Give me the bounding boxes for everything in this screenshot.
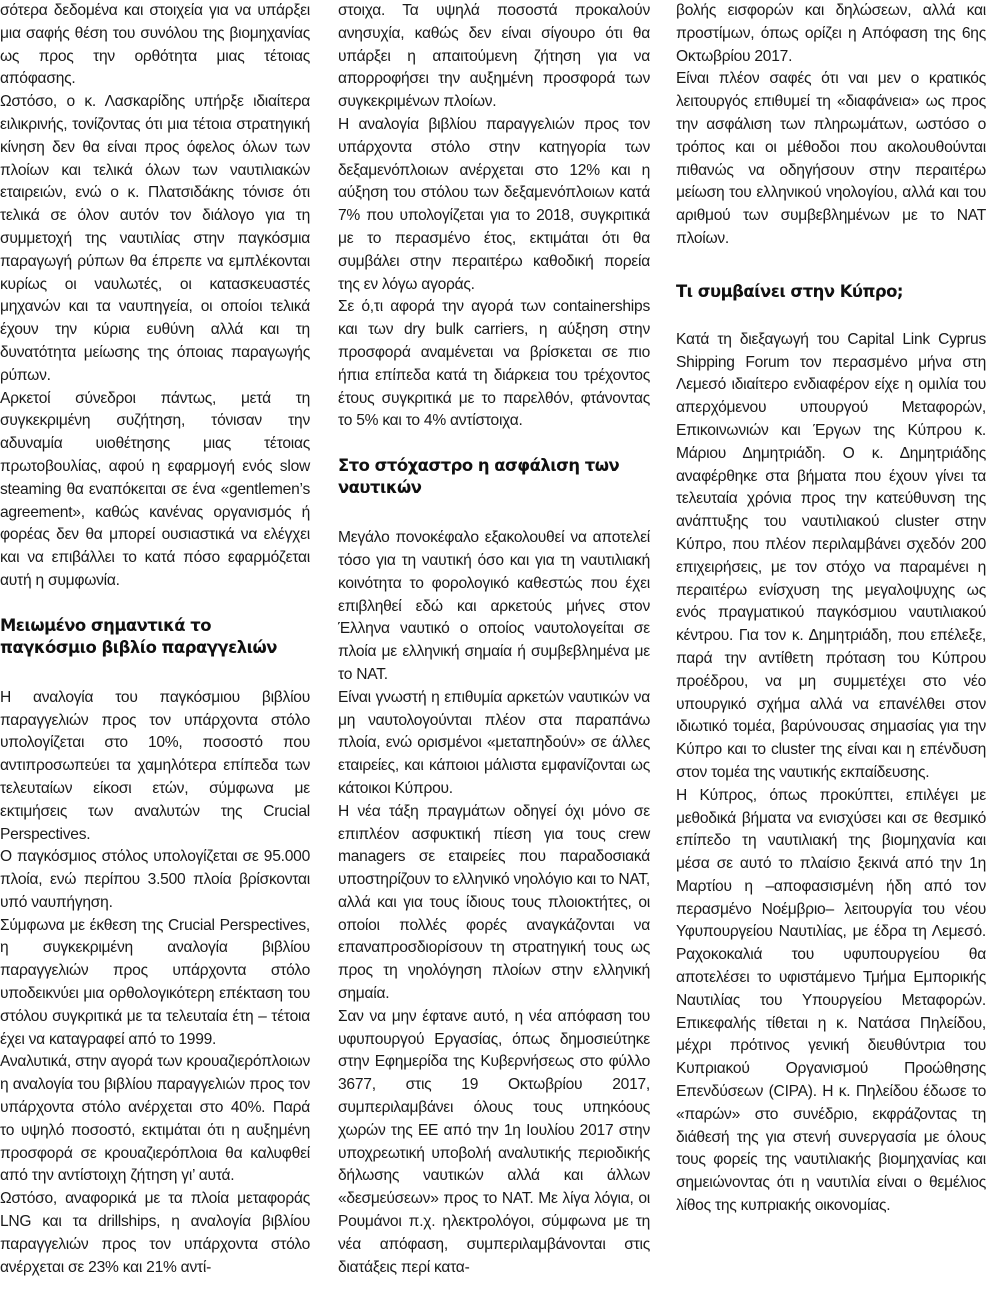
section-heading-seafarers-insurance: Στο στόχαστρο η ασφάλιση των ναυτικών (338, 456, 620, 498)
paragraph: σότερα δεδομένα και στοιχεία για να υπάρξει μια σαφής θέση του συνόλου της βιομηχανίας ως προς την ορθότητα μιας τέτοιας απόφασης. (0, 2, 310, 88)
paragraph: Αρκετοί σύνεδροι πάντως, μετά τη συγκεκριμένη συζήτηση, τόνισαν την αδυναμία υιοθέτησης μιας τέτοιας πρωτοβουλίας, αφού η εφαρμογή ενός slow steaming θα εναπόκειται σε ένα «gentlemen’s agreement», καθώς κανένας οργανισμός ή φορέας δεν θα μπορεί ουσιαστικά να ελέγχει και να επιβάλλει το κατά πόσο εφαρμόζεται αυτή η συμφωνία. (0, 389, 310, 589)
article-column-1 (0, 0, 310, 1279)
paragraph: Η αναλογία του παγκόσμιου βιβλίου παραγγελιών προς τον υπάρχοντα στόλο υπολογίζεται στο 10%, ποσοστό που αντιπροσωπεύει τα χαμηλότερα επίπεδα των τελευταίων είκοσι ετών, σύμφωνα με εκτιμήσεις των αναλυτών της Crucial Perspectives. (0, 688, 310, 843)
paragraph: Σαν να μην έφτανε αυτό, η νέα απόφαση του υφυπουργού Εργασίας, όπως δημοσιεύτηκε στην Εφημερίδα της Κυβερνήσεως στο φύλλο 3677, στις 19 Οκτωβρίου 2017, συμπεριλαμβάνει όλους τους υπηκόους χωρών της ΕΕ από την 1η Ιουλίου 2017 στην υποχρεωτική υποβολή αναλυτικής περιοδικής δήλωσης ναυτικών αλλά και άλλων «δεσμεύσεων» προς το ΝΑΤ. Με λίγα λόγια, οι Ρουμάνοι π.χ. ηλεκτρολόγοι, σύμφωνα με τη νέα απόφαση, συμπεριλαμβάνονται στις διατάξεις περί κατα- (338, 1007, 650, 1276)
article-column-3 (676, 0, 986, 1218)
paragraph: Ο παγκόσμιος στόλος υπολογίζεται σε 95.000 πλοία, ενώ περίπου 3.500 πλοία βρίσκονται υπό ναυπήγηση. (0, 848, 310, 911)
paragraph: βολής εισφορών και δηλώσεων, αλλά και προστίμων, όπως ορίζει η Απόφαση της 6ης Οκτωβρίου 2017. (676, 2, 986, 65)
paragraph: Είναι πλέον σαφές ότι ναι μεν ο κρατικός λειτουργός επιθυμεί τη «διαφάνεια» ως προς την ασφάλιση των πληρωμάτων, ωστόσο ο τρόπος και οι μέθοδοι που ακολουθούνται πιθανώς να οδηγήσουν στην περαιτέρω μείωση του ελληνικού νηολογίου, αλλά και του αριθμού των συμβεβλημένων με το ΝΑΤ πλοίων. (676, 70, 986, 247)
paragraph: Είναι γνωστή η επιθυμία αρκετών ναυτικών να μη ναυτολογούνται πλέον στα παραπάνω πλοία, ενώ ορισμένοι «μεταπηδούν» σε άλλες εταιρείες, και κάποιοι μάλιστα εμφανίζονται ως κάτοικοι Κύπρου. (338, 688, 650, 797)
paragraph: Η νέα τάξη πραγμάτων οδηγεί όχι μόνο σε επιπλέον ασφυκτική πίεση για τους crew managers σε εταιρείες που παραδοσιακά υποστηρίζουν το ελληνικό νηολόγιο και το ΝΑΤ, αλλά και για τους ίδιους τους πλοιοκτήτες, οι οποίοι πολλές φορές αναγκάζονται να επαναπροσδιορίσουν τη στρατηγική τους ως προς τη νηολόγηση πλοίων στην ελληνική σημαία. (338, 802, 650, 1003)
paragraph: Σε ό,τι αφορά την αγορά των containerships και των dry bulk carriers, η αύξηση στην προσφορά αναμένεται να βρίσκεται σε πιο ήπια επίπεδα κατά τη διάρκεια του τρέχοντος έτους συγκριτικά με το παρελθόν, φτάνοντας το 5% και το 4% αντίστοιχα. (338, 298, 650, 430)
paragraph: στοιχα. Τα υψηλά ποσοστά προκαλούν ανησυχία, καθώς δεν είναι σίγουρο ότι θα υπάρξει η απαιτούμενη ζήτηση για να απορροφήσει την αυξημένη προσφορά των συγκεκριμένων πλοίων. (338, 2, 650, 111)
paragraph: Η αναλογία βιβλίου παραγγελιών προς τον υπάρχοντα στόλο στην κατηγορία των δεξαμενόπλοιων ανέρχεται στο 12% και η αύξηση του στόλου των δεξαμενόπλοιων κατά 7% που υπολογίζεται για το 2018, συγκριτικά με το περασμένο έτος, εκτιμάται ότι θα συμβάλει στην περαιτέρω καθοδική πορεία της εν λόγω αγοράς. (338, 115, 650, 293)
article-column-2 (338, 0, 650, 1279)
paragraph: Κατά τη διεξαγωγή του Capital Link Cyprus Shipping Forum τον περασμένο μήνα στη Λεμεσό ιδιαίτερο ενδιαφέρον είχε η ομιλία του απερχόμενου υπουργού Μεταφορών, Επικοινωνιών και Έργων της Κύπρου κ. Μάριου Δημητριάδη. Ο κ. Δημητριάδης αναφέρθηκε στα βήματα που έχουν γίνει τα τελευταία χρόνια προς την κατεύθυνση της ανάπτυξης του ναυτιλιακού cluster στην Κύπρο, που πλέον περιλαμβάνει σχεδόν 200 επιχειρήσεις, με τον στόχο να παραμένει η περαιτέρω ενίσχυση της μεγαλοψυχης ως ενός πραγματικού παγκόσμιου ναυτιλιακού κέντρου. Για τον κ. Δημητριάδη, που επέλεξε, παρά την αντίθετη πρόταση του Κύπρου προέδρου, να μη συμμετέχει στο νέο υπουργικό σχήμα αλλά να επανέλθει στον ιδιωτικό τομέα, βαρύνουσας σημασίας για την Κύπρο και το cluster της είναι και η επένδυση στον τομέα της ναυτικής εκπαίδευσης. (676, 330, 986, 781)
paragraph: Σύμφωνα με έκθεση της Crucial Perspectives, η συγκεκριμένη αναλογία βιβλίου παραγγελιών προς υπάρχοντα στόλο υποδεικνύει μια ορθολογικότερη επέκταση του στόλου συγκριτικά με τα τελευταία έτη – τέτοια έχει να καταγραφεί από το 1999. (0, 916, 310, 1048)
paragraph: Ωστόσο, αναφορικά με τα πλοία μεταφοράς LNG και τα drillships, η αναλογία βιβλίου παραγγελιών προς τον υπάρχοντα στόλο ανέρχεται σε 23% και 21% αντί- (0, 1190, 310, 1276)
paragraph: Η Κύπρος, όπως προκύπτει, επιλέγει με μεθοδικά βήματα να ενισχύσει και σε θεσμικό επίπεδο τη ναυτιλιακή της βιομηχανία και μέσα σε αυτό το πλαίσιο ξεκινά από την 1η Μαρτίου η –αποφασισμένη ήδη από τον περασμένο Νοέμβριο– λειτουργία του νέου Υφυπουργείου Ναυτιλίας, με έδρα τη Λεμεσό. Ραχοκοκαλιά του υφυπουργείου θα αποτελέσει το υφιστάμενο Τμήμα Εμπορικής Ναυτιλίας του Υπουργείου Μεταφορών. Επικεφαλής τίθεται η κ. Νατάσα Πηλείδου, μέχρι πρότινος γενική διευθύντρια του Κυπριακού Οργανισμού Προώθησης Επενδύσεων (CIPA). Η κ. Πηλείδου έδωσε το «παρών» στο συνέδριο, εκφράζοντας τη διάθεσή της για στενή συνεργασία με όλους τους φορείς της ναυτιλιακής βιομηχανίας και σημειώνοντας ότι η ναυτιλία είναι ο θεμέλιος λίθος της κυπριακής οικονομίας. (676, 786, 986, 1215)
paragraph: Μεγάλο πονοκέφαλο εξακολουθεί να αποτελεί τόσο για τη ναυτική όσο και για τη ναυτιλιακή κοινότητα το φορολογικό καθεστώς που έχει επιβληθεί εδώ και αρκετούς μήνες στον Έλληνα ναυτικό ο οποίος ναυτολογείται σε πλοία με ελληνική σημαία ή συμβεβλημένα με το ΝΑΤ. (338, 529, 650, 683)
section-heading-cyprus: Τι συμβαίνει στην Κύπρο; (676, 281, 903, 301)
paragraph: Αναλυτικά, στην αγορά των κρουαζιερόπλοιων η αναλογία του βιβλίου παραγγελιών προς τον υπάρχοντα στόλο ανέρχεται στο 40%. Παρά το υψηλό ποσοστό, εκτιμάται ότι η αυξημένη προσφορά σε κρουαζιερόπλοια θα καλυφθεί από την αντίστοιχη ζήτηση γι’ αυτά. (0, 1053, 310, 1185)
section-heading-orderbook: Μειωμένο σημαντικά το παγκόσμιο βιβλίο παραγγελιών (0, 615, 277, 657)
paragraph: Ωστόσο, ο κ. Λασκαρίδης υπήρξε ιδιαίτερα ειλικρινής, τονίζοντας ότι μια τέτοια στρατηγική κίνηση δεν θα είναι προς όφελος όλων των πλοίων και τελικά όλων των ναυτιλιακών εταιρειών, ενώ ο κ. Πλατσιδάκης τόνισε ότι τελικά σε όλον αυτόν τον διάλογο για τη συμμετοχή της ναυτιλίας στην παγκόσμια παραγωγή ρύπων θα έπρεπε να εμπλέκονται κυρίως οι ναυλωτές, οι κατασκευαστές μηχανών και τα ναυπηγεία, οι οποίοι τελικά έχουν την κύρια ευθύνη αλλά και τη δυνατότητα μείωσης της όποιας παραγωγής ρύπων. (0, 93, 310, 384)
